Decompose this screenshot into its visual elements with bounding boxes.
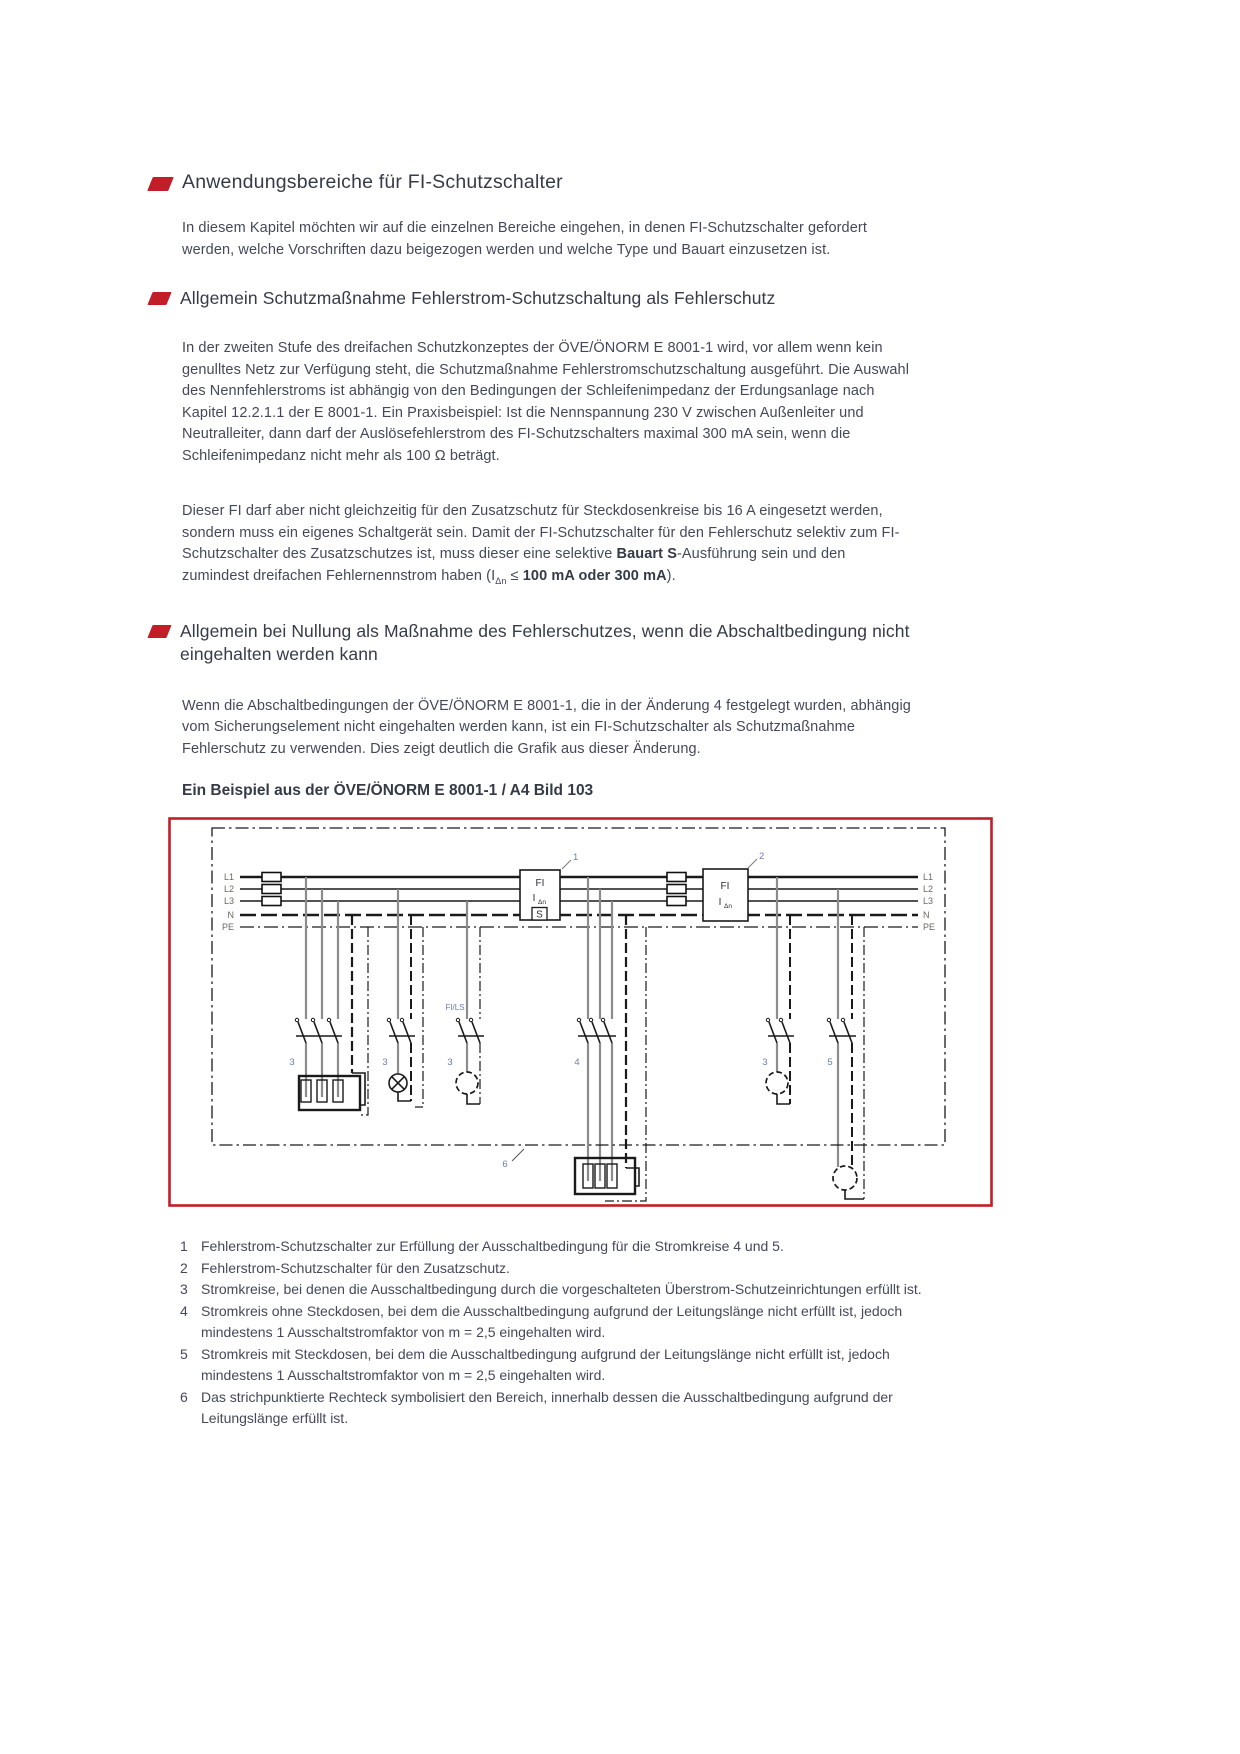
svg-text:2: 2: [759, 851, 765, 863]
bold-current-values: 100 mA oder 300 mA: [522, 567, 667, 584]
fuse-stack-left: [262, 873, 281, 906]
svg-text:5: 5: [827, 1057, 833, 1069]
figure-legend: [180, 1236, 942, 1430]
paragraph-zusatzschutz: [182, 501, 914, 592]
svg-text:Δn: Δn: [724, 903, 732, 911]
svg-text:L1: L1: [223, 872, 234, 883]
legend-item: 2 Fehlerstrom-Schutzschalter für den Zusatzschutz.: [180, 1259, 510, 1276]
svg-text:S: S: [536, 909, 543, 921]
text-run: ).: [666, 567, 676, 584]
svg-text:N: N: [923, 910, 930, 921]
legend-item: 3 Stromkreise, bei denen die Ausschaltbedingung durch die vorgeschalteten Überstrom-Schutzeinrichtungen erfüllt ist.: [180, 1281, 922, 1298]
svg-text:FI/LS: FI/LS: [445, 1003, 465, 1013]
bus-labels-left: [222, 872, 234, 932]
svg-text:L2: L2: [223, 884, 234, 895]
section-heading-1: [150, 170, 950, 194]
svg-text:6: 6: [502, 1159, 508, 1171]
svg-text:3: 3: [447, 1057, 453, 1069]
bold-bauart-s: Bauart S: [616, 546, 677, 562]
section-heading-3: [150, 620, 950, 666]
red-flag-icon: [147, 177, 174, 191]
svg-text:FI: FI: [720, 881, 730, 893]
svg-text:L3: L3: [923, 896, 934, 907]
legend-item: 4 Stromkreis ohne Steckdosen, bei dem die Ausschaltbedingung aufgrund der Leitungslänge nicht erfüllt ist, jedoch mindestens 1 Ausschaltstromfaktor von m = 2,5 eingehalten wird.: [180, 1302, 903, 1341]
subscript-delta-n: Δn: [495, 575, 507, 586]
heading-text: Allgemein bei Nullung als Maßnahme des Fehlerschutzes, wenn die Abschaltbedingung nicht eingehalten werden kann: [180, 620, 910, 664]
svg-text:PE: PE: [923, 922, 936, 933]
svg-text:3: 3: [762, 1057, 768, 1069]
heading-text: Anwendungsbereiche für FI-Schutzschalter: [182, 171, 563, 193]
page-content: [150, 0, 950, 1430]
section-heading-2: [150, 287, 950, 310]
svg-text:PE: PE: [221, 922, 234, 933]
svg-text:3: 3: [289, 1057, 295, 1069]
legend-item: 1 Fehlerstrom-Schutzschalter zur Erfüllung der Ausschaltbedingung für die Stromkreise 4 und 5.: [180, 1238, 784, 1255]
svg-text:I: I: [532, 893, 536, 905]
svg-text:I: I: [718, 897, 722, 909]
text-run: -Ausführung sein und den zumindest dreifachen Fehlernennstrom haben (I: [182, 546, 846, 584]
red-flag-icon: [147, 292, 171, 305]
svg-text:4: 4: [574, 1057, 580, 1069]
circuit-diagram: [168, 817, 993, 1207]
legend-item: 6 Das strichpunktierte Rechteck symbolisiert den Bereich, innerhalb dessen die Ausschaltbedingung aufgrund der Leitungslänge erfüllt ist.: [180, 1388, 893, 1427]
svg-text:FI: FI: [535, 878, 545, 890]
paragraph-fehlerschutz: In der zweiten Stufe des dreifachen Schutzkonzeptes der ÖVE/ÖNORM E 8001-1 wird, vor allem wenn kein genulltes Netz zur Verfügung steht, die Schutzmaßnahme Fehlerstromschutzschaltung ausgeführt. Die Auswahl des Nennfehlerstroms ist abhängig von den Bedingungen der Schleifenimpedanz der Erdungsanlage nach Kapitel 12.2.1.1 der E 8001-1. Ein Praxisbeispiel: Ist die Nennspannung 230 V zwischen Außenleiter und Neutralleiter, dann darf der Auslösefehlerstrom des FI-Schutzschalters maximal 300 mA sein, wenn die Schleifenimpedanz nicht mehr als 100 Ω beträgt.: [182, 340, 910, 464]
fuse-stack-middle: [667, 873, 686, 906]
legend-item: 5 Stromkreis mit Steckdosen, bei dem die Ausschaltbedingung aufgrund der Leitungslänge nicht erfüllt ist, jedoch mindestens 1 Ausschaltstromfaktor von m = 2,5 eingehalten wird.: [180, 1345, 890, 1384]
red-flag-icon: [147, 625, 171, 638]
figure-caption: Ein Beispiel aus der ÖVE/ÖNORM E 8001-1 / A4 Bild 103: [182, 782, 594, 800]
text-run: Dieser FI darf aber nicht gleichzeitig für den Zusatzschutz für Steckdosenkreise bis 16 A eingesetzt werden, sondern muss ein eigenes Schaltgerät sein. Damit der FI-Schutzschalter für den Fehlerschutz selektiv zum FI-Schutzschalter des Zusatzschutzes ist, muss dieser eine selektive: [182, 503, 900, 562]
svg-text:L2: L2: [923, 884, 934, 895]
svg-text:Δn: Δn: [538, 899, 546, 907]
heading-text: Allgemein Schutzmaßnahme Fehlerstrom-Schutzschaltung als Fehlerschutz: [180, 288, 776, 308]
paragraph-intro: In diesem Kapitel möchten wir auf die einzelnen Bereiche eingehen, in denen FI-Schutzschalter gefordert werden, welche Vorschriften dazu beigezogen werden und welche Type und Bauart einzusetzen ist.: [182, 220, 867, 258]
paragraph-nullung: Wenn die Abschaltbedingungen der ÖVE/ÖNORM E 8001-1, die in der Änderung 4 festgelegt wurden, abhängig vom Sicherungselement nicht eingehalten werden kann, ist ein FI-Schutzschalter als Schutzmaßnahme Fehlerschutz zu verwenden. Dies zeigt deutlich die Grafik aus dieser Änderung.: [182, 697, 911, 757]
svg-text:3: 3: [382, 1057, 388, 1069]
text-run: ≤: [506, 567, 523, 584]
svg-text:L1: L1: [923, 872, 934, 883]
svg-text:N: N: [227, 910, 234, 921]
svg-text:1: 1: [573, 852, 579, 864]
svg-text:L3: L3: [223, 896, 234, 907]
